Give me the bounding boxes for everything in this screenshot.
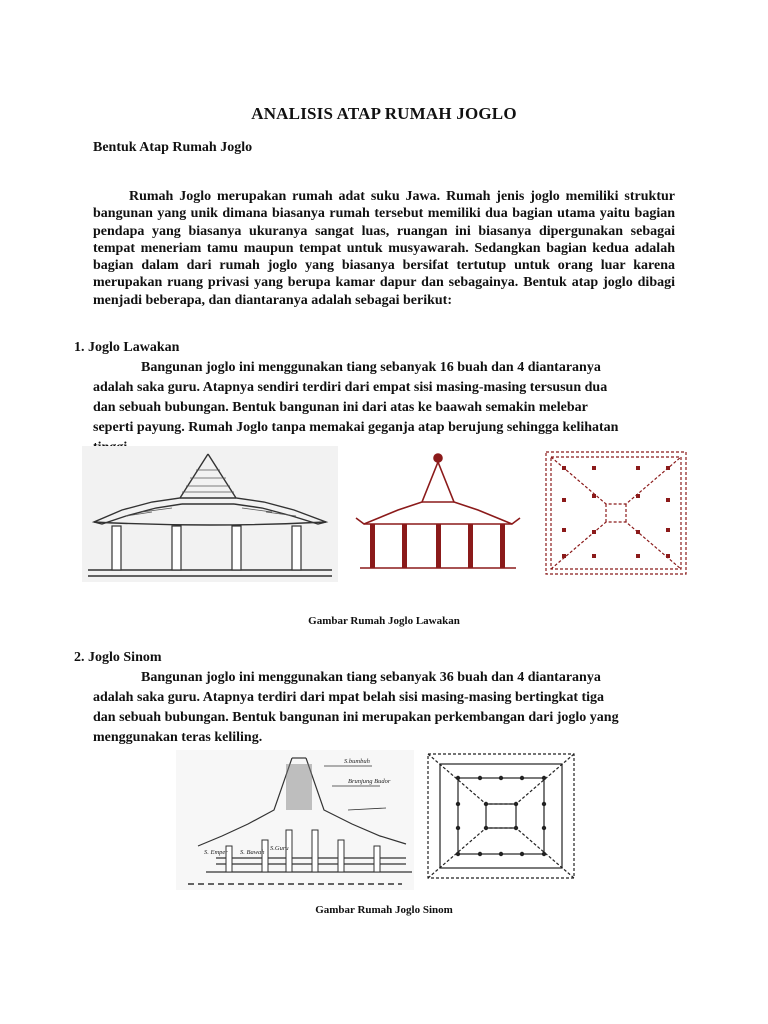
pillar	[402, 524, 407, 568]
column-dot	[636, 466, 640, 470]
label-bawah: S. Bawah	[240, 849, 265, 856]
column-dot	[562, 498, 566, 502]
column-dot	[514, 826, 518, 830]
section-heading-lawakan: 1. Joglo Lawakan	[74, 340, 180, 355]
column-dot	[562, 528, 566, 532]
pillar	[436, 524, 441, 568]
lawakan-red-elevation	[350, 450, 530, 574]
column-dot	[636, 494, 640, 498]
pillar	[338, 840, 344, 872]
column-dot	[456, 852, 460, 856]
column-dot	[499, 852, 503, 856]
column-dot	[520, 776, 524, 780]
column-dot	[520, 852, 524, 856]
column-dot	[592, 530, 596, 534]
intro-paragraph	[93, 188, 675, 309]
column-dot	[542, 826, 546, 830]
column-dot	[636, 530, 640, 534]
plan-outer-edge	[428, 754, 574, 878]
sinom-paragraph	[93, 668, 675, 748]
column-dot	[514, 802, 518, 806]
plan-hip-lines	[428, 754, 574, 878]
column-dot	[542, 776, 546, 780]
column-dot	[456, 826, 460, 830]
column-dot	[666, 498, 670, 502]
pillar	[292, 526, 301, 570]
roof-finial	[434, 454, 442, 462]
sinom-section-sketch	[176, 750, 414, 890]
page-title: ANALISIS ATAP RUMAH JOGLO	[251, 104, 517, 123]
pillar	[262, 840, 268, 872]
text-line: dan sebuah bubungan. Bentuk bangunan ini dari atas ke baawah semakin melebar	[93, 400, 588, 415]
column-dot	[592, 466, 596, 470]
column-dot	[666, 554, 670, 558]
lawakan-paragraph	[93, 358, 675, 442]
roof-left	[356, 462, 438, 524]
plan-hip-lines	[551, 522, 681, 569]
text-line: adalah saka guru. Atapnya terdiri dari mpat belah sisi masing-masing bertingkat tiga	[93, 690, 605, 705]
column-dot	[478, 852, 482, 856]
column-dot	[542, 802, 546, 806]
pillar	[172, 526, 181, 570]
column-dot	[478, 776, 482, 780]
plan-ring-2	[458, 778, 544, 854]
sinom-roof-plan	[424, 750, 578, 882]
text-line: seperti payung. Rumah Joglo tanpa memakai geganja atap berujung sehingga kelihatan	[93, 420, 619, 435]
section-heading-sinom: 2. Joglo Sinom	[74, 650, 162, 665]
column-dot	[499, 776, 503, 780]
pillar	[374, 846, 380, 872]
column-dot	[484, 802, 488, 806]
column-dot	[456, 776, 460, 780]
pillar	[232, 526, 241, 570]
column-dot	[592, 494, 596, 498]
column-dot	[592, 554, 596, 558]
column-dot	[562, 554, 566, 558]
text-line: Bangunan joglo ini menggunakan tiang sebanyak 36 buah dan 4 diantaranya	[141, 670, 601, 685]
column-dot	[542, 852, 546, 856]
text-line: adalah saka guru. Atapnya sendiri terdiri dari empat sisi masing-masing tersusun dua	[93, 380, 608, 395]
plan-hip-lines	[551, 457, 681, 504]
pillar	[112, 526, 121, 570]
caption-lawakan: Gambar Rumah Joglo Lawakan	[308, 615, 460, 627]
text-line: menggunakan teras keliling.	[93, 730, 263, 745]
plan-ridge	[606, 504, 626, 522]
pillar	[500, 524, 505, 568]
pillar	[312, 830, 318, 872]
lawakan-side-sketch	[82, 446, 338, 582]
column-dot	[484, 826, 488, 830]
pillar	[370, 524, 375, 568]
label-brunjung: Brunjung Budor	[348, 778, 391, 785]
text-line: dan sebuah bubungan. Bentuk bangunan ini merupakan perkembangan dari joglo yang	[93, 710, 619, 725]
label-emper: S. Emper	[204, 849, 228, 856]
plan-center	[486, 804, 516, 828]
roof-right	[438, 462, 520, 524]
section-subtitle: Bentuk Atap Rumah Joglo	[93, 140, 253, 155]
intro-text: Rumah Joglo merupakan rumah adat suku Jawa. Rumah jenis joglo memiliki struktur bangunan yang unik dimana biasanya rumah tersebut memiliki dua bagian utama yaitu bagian pendapa yang biasanya ukuranya sangat luas, ruangan ini biasanya dipergunakan sebagai tempat meneriam tamu maupun tempat untuk musyawarah. Sedangkan bagian kedua adalah bagian dalam dari rumah joglo yang biasanya bersifat tertutup untuk orang luar karena merupakan ruang privasi yang berupa kamar dapur dan sebagainya. Bentuk atap joglo dibagi menjadi beberapa, dan diantaranya adalah sebagai berikut:	[93, 189, 675, 308]
column-dot	[562, 466, 566, 470]
column-dot	[666, 528, 670, 532]
lawakan-roof-plan	[542, 448, 690, 578]
label-bumbungan: S.bumbuh	[344, 758, 370, 765]
label-guru: S.Guru	[270, 845, 289, 852]
column-dot	[666, 466, 670, 470]
pillar	[468, 524, 473, 568]
text-line: Bangunan joglo ini menggunakan tiang sebanyak 16 buah dan 4 diantaranya	[141, 360, 601, 375]
roof-shading	[286, 764, 312, 810]
column-dot	[636, 554, 640, 558]
caption-sinom: Gambar Rumah Joglo Sinom	[315, 904, 453, 916]
column-dot	[456, 802, 460, 806]
